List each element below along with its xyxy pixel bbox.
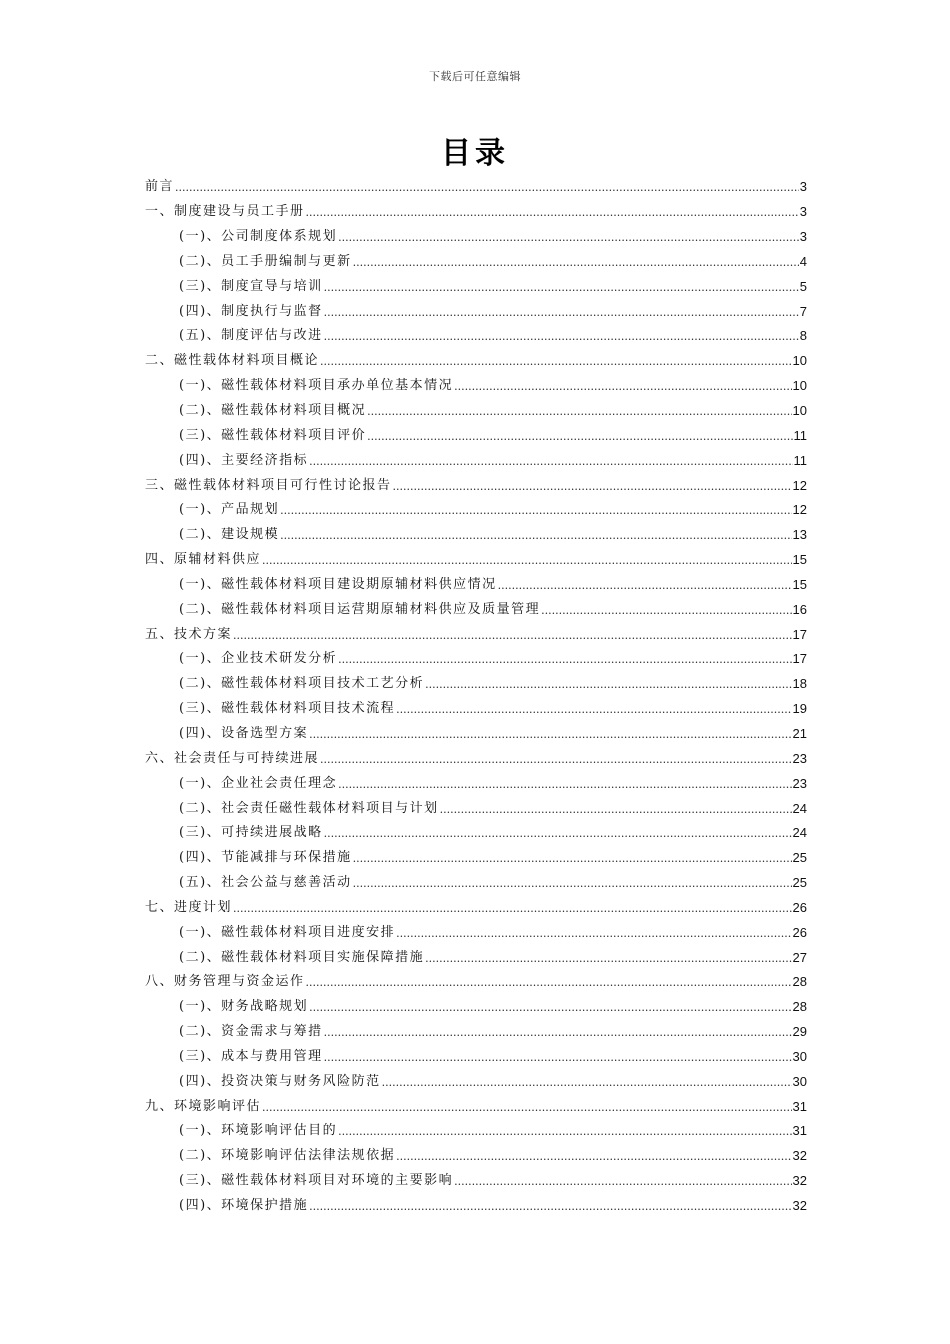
toc-entry-label: 前言: [145, 179, 175, 195]
toc-dot-leader: [454, 382, 791, 396]
toc-entry[interactable]: [145, 846, 807, 871]
toc-dot-leader: [262, 1103, 792, 1117]
toc-entry[interactable]: [145, 324, 807, 349]
toc-entry[interactable]: [145, 1169, 807, 1194]
toc-entry-page-number: 10: [792, 353, 807, 369]
toc-entry-page-number: 26: [792, 899, 807, 915]
toc-entry-label: (三)、制度宣导与培训: [179, 278, 323, 294]
toc-entry[interactable]: [145, 250, 807, 275]
toc-entry[interactable]: [145, 225, 807, 250]
toc-entry-label: 二、磁性载体材料项目概论: [145, 353, 320, 369]
toc-entry[interactable]: [145, 1045, 807, 1070]
toc-entry-label: (二)、环境影响评估法律法规依据: [179, 1148, 396, 1164]
toc-entry-label: (三)、可持续进展战略: [179, 825, 323, 841]
toc-entry-label: (一)、磁性载体材料项目进度安排: [179, 924, 396, 940]
toc-entry-page-number: 8: [799, 328, 807, 344]
toc-entry[interactable]: [145, 895, 807, 920]
toc-entry-page-number: 23: [792, 775, 807, 791]
toc-entry-page-number: 25: [792, 850, 807, 866]
toc-entry-page-number: 26: [792, 924, 807, 940]
toc-dot-leader: [324, 829, 792, 843]
toc-entry[interactable]: [145, 1119, 807, 1144]
toc-entry-page-number: 24: [792, 800, 807, 816]
toc-entry[interactable]: [145, 697, 807, 722]
toc-entry[interactable]: [145, 1094, 807, 1119]
toc-entry[interactable]: [145, 573, 807, 598]
toc-entry-page-number: 11: [793, 427, 807, 443]
toc-entry-page-number: 3: [799, 229, 807, 245]
toc-dot-leader: [233, 631, 792, 645]
toc-entry-label: (三)、成本与费用管理: [179, 1048, 323, 1064]
toc-entry-label: (三)、磁性载体材料项目技术流程: [179, 701, 396, 717]
toc-entry-page-number: 5: [799, 278, 807, 294]
toc-entry[interactable]: [145, 473, 807, 498]
toc-entry[interactable]: [145, 423, 807, 448]
toc-dot-leader: [324, 308, 799, 322]
toc-dot-leader: [425, 954, 791, 968]
toc-entry[interactable]: [145, 771, 807, 796]
toc-entry-label: 一、制度建设与员工手册: [145, 204, 305, 220]
toc-entry-page-number: 29: [792, 1024, 807, 1040]
toc-entry[interactable]: [145, 498, 807, 523]
toc-entry[interactable]: [145, 672, 807, 697]
toc-dot-leader: [280, 531, 791, 545]
toc-dot-leader: [425, 680, 791, 694]
toc-entry-page-number: 30: [792, 1073, 807, 1089]
toc-dot-leader: [393, 482, 792, 496]
toc-entry[interactable]: [145, 399, 807, 424]
toc-entry-label: (二)、资金需求与筹措: [179, 1024, 323, 1040]
toc-dot-leader: [541, 606, 791, 620]
toc-dot-leader: [324, 1028, 792, 1042]
toc-entry-page-number: 10: [792, 403, 807, 419]
toc-entry[interactable]: [145, 349, 807, 374]
toc-dot-leader: [338, 233, 799, 247]
toc-entry-page-number: 15: [792, 552, 807, 568]
toc-dot-leader: [396, 705, 791, 719]
toc-entry-label: 八、财务管理与资金运作: [145, 974, 305, 990]
toc-entry[interactable]: [145, 523, 807, 548]
toc-entry[interactable]: [145, 597, 807, 622]
toc-entry-page-number: 25: [792, 875, 807, 891]
toc-entry-label: (四)、投资决策与财务风险防范: [179, 1073, 381, 1089]
toc-dot-leader: [309, 1202, 791, 1216]
toc-entry-page-number: 7: [799, 303, 807, 319]
toc-entry-label: 四、原辅材料供应: [145, 552, 262, 568]
toc-entry-page-number: 18: [792, 676, 807, 692]
toc-entry-label: (二)、磁性载体材料项目运营期原辅材料供应及质量管理: [179, 601, 541, 617]
toc-entry[interactable]: [145, 1194, 807, 1219]
toc-entry-label: (一)、磁性载体材料项目承办单位基本情况: [179, 378, 454, 394]
toc-entry-page-number: 12: [792, 477, 807, 493]
toc-entry-page-number: 32: [792, 1173, 807, 1189]
toc-dot-leader: [338, 655, 791, 669]
toc-entry-label: (一)、磁性载体材料项目建设期原辅材料供应情况: [179, 576, 497, 592]
toc-dot-leader: [396, 929, 791, 943]
toc-entry-page-number: 28: [792, 999, 807, 1015]
toc-entry[interactable]: [145, 647, 807, 672]
toc-entry[interactable]: [145, 821, 807, 846]
toc-entry-label: (二)、磁性载体材料项目概况: [179, 403, 367, 419]
toc-entry-page-number: 17: [792, 651, 807, 667]
toc-entry-page-number: 31: [792, 1123, 807, 1139]
header-note: 下载后可任意编辑: [429, 70, 521, 83]
toc-entry[interactable]: [145, 175, 807, 200]
toc-entry-label: (一)、环境影响评估目的: [179, 1123, 338, 1139]
table-of-contents: [145, 175, 807, 1218]
toc-entry[interactable]: [145, 274, 807, 299]
toc-dot-leader: [309, 730, 791, 744]
toc-dot-leader: [306, 978, 792, 992]
toc-entry-page-number: 31: [792, 1098, 807, 1114]
toc-entry-page-number: 3: [799, 179, 807, 195]
toc-dot-leader: [262, 556, 792, 570]
toc-dot-leader: [498, 581, 792, 595]
toc-dot-leader: [382, 1078, 792, 1092]
toc-entry-label: (五)、社会公益与慈善活动: [179, 875, 352, 891]
toc-dot-leader: [324, 283, 799, 297]
toc-dot-leader: [367, 407, 791, 421]
toc-entry[interactable]: [145, 1144, 807, 1169]
toc-dot-leader: [324, 332, 799, 346]
toc-dot-leader: [306, 208, 799, 222]
toc-entry-label: (一)、企业技术研发分析: [179, 651, 338, 667]
toc-entry-page-number: 15: [792, 576, 807, 592]
toc-entry-page-number: 11: [793, 452, 807, 468]
toc-dot-leader: [280, 506, 791, 520]
toc-entry-page-number: 24: [792, 825, 807, 841]
toc-entry-page-number: 19: [792, 701, 807, 717]
toc-dot-leader: [353, 879, 792, 893]
toc-entry-page-number: 17: [792, 626, 807, 642]
toc-entry-label: 六、社会责任与可持续进展: [145, 750, 320, 766]
toc-entry-page-number: 4: [799, 253, 807, 269]
toc-dot-leader: [440, 805, 792, 819]
toc-entry[interactable]: [145, 622, 807, 647]
toc-entry-page-number: 16: [792, 601, 807, 617]
toc-dot-leader: [324, 1053, 792, 1067]
toc-dot-leader: [353, 258, 799, 272]
toc-entry[interactable]: [145, 722, 807, 747]
toc-entry[interactable]: [145, 945, 807, 970]
toc-entry[interactable]: [145, 448, 807, 473]
toc-dot-leader: [309, 457, 792, 471]
toc-entry-label: (二)、磁性载体材料项目技术工艺分析: [179, 676, 425, 692]
toc-dot-leader: [338, 780, 791, 794]
toc-dot-leader: [175, 183, 799, 197]
toc-entry-label: (一)、财务战略规划: [179, 999, 309, 1015]
toc-entry-label: (二)、磁性载体材料项目实施保障措施: [179, 949, 425, 965]
toc-dot-leader: [338, 1127, 791, 1141]
toc-entry-label: (四)、主要经济指标: [179, 452, 309, 468]
toc-dot-leader: [367, 432, 792, 446]
toc-entry[interactable]: [145, 1069, 807, 1094]
toc-entry-page-number: 32: [792, 1148, 807, 1164]
toc-entry-label: (二)、社会责任磁性载体材料项目与计划: [179, 800, 439, 816]
toc-entry-label: 七、进度计划: [145, 899, 233, 915]
toc-dot-leader: [233, 904, 792, 918]
toc-entry-label: (四)、环境保护措施: [179, 1198, 309, 1214]
toc-entry-label: (三)、磁性载体材料项目评价: [179, 427, 367, 443]
toc-dot-leader: [353, 854, 792, 868]
toc-dot-leader: [320, 755, 792, 769]
toc-entry-label: 五、技术方案: [145, 626, 233, 642]
toc-entry[interactable]: [145, 548, 807, 573]
toc-entry-page-number: 3: [799, 204, 807, 220]
toc-entry[interactable]: [145, 796, 807, 821]
toc-entry-label: (四)、节能减排与环保措施: [179, 850, 352, 866]
page-title: 目录: [441, 136, 509, 171]
toc-entry-page-number: 10: [792, 378, 807, 394]
toc-entry[interactable]: [145, 1020, 807, 1045]
toc-entry[interactable]: [145, 871, 807, 896]
toc-entry-page-number: 30: [792, 1048, 807, 1064]
toc-entry-label: (一)、公司制度体系规划: [179, 229, 338, 245]
toc-entry-page-number: 21: [792, 725, 807, 741]
toc-entry-label: (二)、员工手册编制与更新: [179, 253, 352, 269]
toc-entry-label: (四)、制度执行与监督: [179, 303, 323, 319]
toc-entry[interactable]: [145, 374, 807, 399]
toc-entry-page-number: 32: [792, 1198, 807, 1214]
toc-dot-leader: [454, 1177, 791, 1191]
toc-entry-page-number: 12: [792, 502, 807, 518]
toc-entry[interactable]: [145, 970, 807, 995]
toc-entry-page-number: 28: [792, 974, 807, 990]
toc-entry[interactable]: [145, 920, 807, 945]
toc-entry-page-number: 27: [792, 949, 807, 965]
toc-entry-label: 三、磁性载体材料项目可行性讨论报告: [145, 477, 392, 493]
toc-entry-page-number: 23: [792, 750, 807, 766]
toc-entry-label: (一)、产品规划: [179, 502, 280, 518]
toc-entry-label: (三)、磁性载体材料项目对环境的主要影响: [179, 1173, 454, 1189]
toc-entry-label: (二)、建设规模: [179, 527, 280, 543]
toc-entry[interactable]: [145, 200, 807, 225]
toc-entry-label: (四)、设备选型方案: [179, 725, 309, 741]
toc-entry[interactable]: [145, 995, 807, 1020]
toc-entry-label: (一)、企业社会责任理念: [179, 775, 338, 791]
toc-entry-label: (五)、制度评估与改进: [179, 328, 323, 344]
toc-dot-leader: [309, 1003, 791, 1017]
toc-entry-page-number: 13: [792, 527, 807, 543]
toc-entry[interactable]: [145, 746, 807, 771]
toc-dot-leader: [320, 357, 792, 371]
toc-entry[interactable]: [145, 299, 807, 324]
toc-entry-label: 九、环境影响评估: [145, 1098, 262, 1114]
toc-dot-leader: [396, 1152, 791, 1166]
